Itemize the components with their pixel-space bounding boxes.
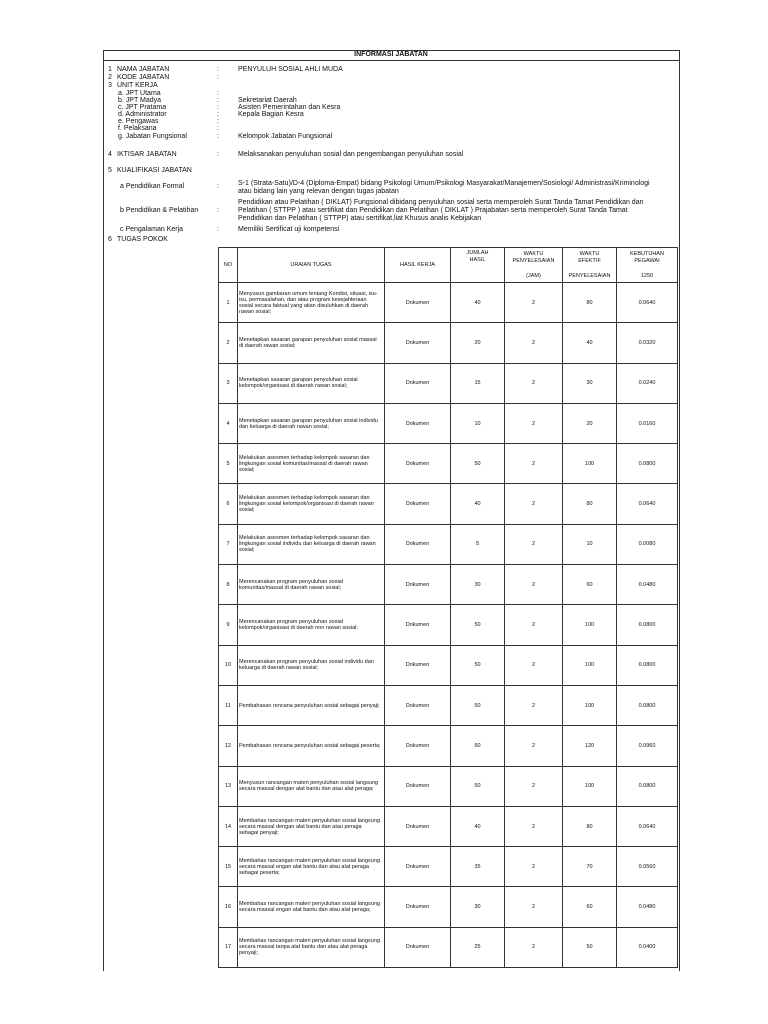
cell-waktu: 2 [505,927,563,967]
cell-uraian: Merencanakan program penyuluhan sosial individu dan keluarga di daerah rawan sosial; [238,645,385,685]
cell-efektif: 60 [563,887,617,927]
cell-uraian: Menetapkan sasaran garapan penyuluhan sosial massal di daerah rawan sosial; [238,323,385,363]
cell-jumlah: 40 [451,484,505,524]
cell-hasil: Dokumen [385,887,451,927]
field-label-pengalaman-kerja: c Pengalaman Kerja [120,226,184,233]
colon: : [217,104,219,111]
cell-kebutuhan: 0.0480 [617,887,678,927]
cell-jumlah: 40 [451,283,505,323]
unit-item-label: f. Pelaksana [118,125,157,132]
field-number: 4 [108,151,112,158]
cell-kebutuhan: 0.0800 [617,685,678,725]
cell-hasil: Dokumen [385,403,451,443]
colon: : [217,90,219,97]
cell-uraian: Membahas rancangan materi penyuluhan sosial langsung secara massal engan alat bantu dan atau alat peraga; [238,887,385,927]
field-label-unit-kerja: UNIT KERJA [117,82,158,89]
cell-jumlah: 60 [451,726,505,766]
field-label-tugas-pokok: TUGAS POKOK [117,236,168,243]
field-value-nama-jabatan: PENYULUH SOSIAL AHLI MUDA [238,66,343,73]
cell-waktu: 2 [505,524,563,564]
cell-kebutuhan: 0.0800 [617,766,678,806]
header-line: HASIL [469,257,486,263]
cell-uraian: Melakukan asesmen terhadap kelompok sasaran dan lingkungan sosial kelompok/organisasi di daerah rawan sosial; [238,484,385,524]
cell-no: 11 [219,685,238,725]
field-number: 6 [108,236,112,243]
table-row [219,444,678,484]
cell-no: 13 [219,766,238,806]
cell-waktu: 2 [505,887,563,927]
cell-jumlah: 50 [451,685,505,725]
cell-hasil: Dokumen [385,323,451,363]
unit-item-label: b. JPT Madya [118,97,162,104]
cell-waktu: 2 [505,645,563,685]
cell-jumlah: 25 [451,927,505,967]
field-label-pendidikan-pelatihan: b Pendidikan & Pelatihan [120,207,199,214]
cell-waktu: 2 [505,444,563,484]
table-row [219,323,678,363]
cell-waktu: 2 [505,726,563,766]
table-header-row [219,248,678,283]
unit-item-value: Sekretariat Daerah [238,97,297,104]
field-number: 5 [108,167,112,174]
table-row [219,726,678,766]
unit-item-label: a. JPT Utama [118,90,161,97]
table-row [219,283,678,323]
cell-efektif: 80 [563,283,617,323]
table-row [219,484,678,524]
field-number: 2 [108,74,112,81]
cell-uraian: Pembahasan rencana penyuluhan sosial sebagai peserta; [238,726,385,766]
cell-hasil: Dokumen [385,283,451,323]
colon: : [217,151,219,158]
cell-waktu: 2 [505,484,563,524]
header-line: PENYELESAIAN [568,272,611,279]
table-row [219,806,678,846]
tasks-table [218,247,678,968]
header-line: KEBUTUHAN [630,250,664,257]
field-label-iktisar-jabatan: IKTISAR JABATAN [117,151,177,158]
cell-kebutuhan: 0.0080 [617,524,678,564]
table-row [219,927,678,967]
cell-jumlah: 50 [451,444,505,484]
cell-jumlah: 50 [451,605,505,645]
cell-no: 7 [219,524,238,564]
cell-waktu: 2 [505,685,563,725]
unit-item-label: e. Pengawas [118,118,159,125]
cell-jumlah: 30 [451,887,505,927]
cell-waktu: 2 [505,605,563,645]
table-row [219,403,678,443]
cell-uraian: Membahas rancangan materi penyuluhan sosial langsung secara massal tanpa alat bantu dan atau alat peraga penyaji; [238,927,385,967]
cell-efektif: 20 [563,403,617,443]
cell-efektif: 120 [563,726,617,766]
unit-item-value: Kelompok Jabatan Fungsional [238,133,333,140]
header-uraian-tugas: URAIAN TUGAS [238,248,385,283]
cell-jumlah: 20 [451,323,505,363]
colon: : [217,133,219,140]
cell-hasil: Dokumen [385,806,451,846]
header-line: JUMLAH [466,250,489,256]
cell-hasil: Dokumen [385,444,451,484]
cell-hasil: Dokumen [385,847,451,887]
cell-kebutuhan: 0.0800 [617,645,678,685]
header-no: NO [219,248,238,283]
cell-no: 2 [219,323,238,363]
cell-kebutuhan: 0.0480 [617,565,678,605]
cell-efektif: 100 [563,645,617,685]
cell-efektif: 100 [563,766,617,806]
cell-no: 8 [219,565,238,605]
cell-waktu: 2 [505,806,563,846]
cell-uraian: Menyusun rancangan materi penyuluhan sosial langsung secara massal dengan alat bantu dan atau alat peraga; [238,766,385,806]
cell-hasil: Dokumen [385,685,451,725]
field-label-kode-jabatan: KODE JABATAN [117,74,170,81]
table-row [219,363,678,403]
header-waktu-penyelesaian [505,248,563,283]
table-row [219,887,678,927]
cell-uraian: Merencanakan program penyuluhan sosial kelompok/organisasi di daerah non rawan sosial; [238,605,385,645]
cell-no: 4 [219,403,238,443]
header-waktu-efektif [563,248,617,283]
colon: : [217,66,219,73]
cell-efektif: 100 [563,444,617,484]
cell-jumlah: 35 [451,847,505,887]
cell-hasil: Dokumen [385,726,451,766]
cell-jumlah: 15 [451,363,505,403]
cell-waktu: 2 [505,363,563,403]
cell-no: 15 [219,847,238,887]
cell-no: 12 [219,726,238,766]
page-title: INFORMASI JABATAN [103,50,679,61]
cell-kebutuhan: 0.0320 [617,323,678,363]
cell-efektif: 100 [563,685,617,725]
field-label-kualifikasi-jabatan: KUALIFIKASI JABATAN [117,167,192,174]
cell-uraian: Pembahasan rencana penyuluhan sosial sebagai penyaji; [238,685,385,725]
table-row [219,766,678,806]
cell-jumlah: 10 [451,403,505,443]
header-jumlah-hasil [451,248,505,283]
cell-efektif: 100 [563,605,617,645]
unit-item-value: Asisten Pemerintahan dan Kesra [238,104,341,111]
colon: : [217,226,219,233]
cell-waktu: 2 [505,766,563,806]
cell-waktu: 2 [505,283,563,323]
cell-no: 9 [219,605,238,645]
cell-no: 6 [219,484,238,524]
cell-kebutuhan: 0.0640 [617,484,678,524]
table-row [219,524,678,564]
cell-uraian: Melakukan asesmen terhadap kelompok sasaran dan lingkungan sosial individu dan keluarga di daerah rawan sosial; [238,524,385,564]
cell-waktu: 2 [505,323,563,363]
field-value-iktisar-jabatan: Melaksanakan penyuluhan sosial dan pengembangan penyuluhan sosial [238,151,464,158]
colon: : [217,111,219,118]
cell-jumlah: 50 [451,766,505,806]
cell-jumlah: 50 [451,645,505,685]
cell-no: 3 [219,363,238,403]
cell-jumlah: 40 [451,806,505,846]
cell-efektif: 30 [563,363,617,403]
cell-hasil: Dokumen [385,605,451,645]
field-label-nama-jabatan: NAMA JABATAN [117,66,170,73]
header-hasil-kerja: HASIL KERJA [385,248,451,283]
cell-efektif: 70 [563,847,617,887]
unit-item-label: g. Jabatan Fungsional [118,133,187,140]
header-line: WAKTU [523,250,544,257]
cell-kebutuhan: 0.0800 [617,605,678,645]
cell-hasil: Dokumen [385,484,451,524]
cell-no: 16 [219,887,238,927]
cell-jumlah: 5 [451,524,505,564]
cell-kebutuhan: 0.0400 [617,927,678,967]
cell-no: 17 [219,927,238,967]
field-label-pendidikan-formal: a Pendidikan Formal [120,183,185,190]
cell-hasil: Dokumen [385,766,451,806]
cell-kebutuhan: 0.0640 [617,283,678,323]
cell-waktu: 2 [505,565,563,605]
colon: : [217,118,219,125]
cell-uraian: Merencanakan program penyuluhan sosial komunitas/massal di daerah rawan sosial; [238,565,385,605]
cell-kebutuhan: 0.0560 [617,847,678,887]
unit-item-label: d. Administrator [118,111,167,118]
header-line: PEGAWAI [634,257,660,264]
cell-no: 5 [219,444,238,484]
cell-no: 1 [219,283,238,323]
unit-item-label: c. JPT Pratama [118,104,167,111]
cell-kebutuhan: 0.0800 [617,444,678,484]
cell-kebutuhan: 0.0240 [617,363,678,403]
colon: : [217,183,219,190]
field-value-pendidikan-formal: S-1 (Strata-Satu)/D-4 (Diploma-Empat) bidang Psikologi Umum/Psikologi Masyarakat/Manajemen/Sosiologi/ Administrasi/Kriminologi atau bidang lain yang relevan dengan tugas jabatan [238,180,650,195]
cell-uraian: Menetapkan sasaran garapan penyuluhan sosial kelompok/organisasi di daerah rawan sosial; [238,363,385,403]
header-line: 1250 [640,272,654,279]
cell-uraian: Menetapkan sasaran garapan penyuluhan sosial individu dan keluarga di daerah rawan sosial; [238,403,385,443]
cell-efektif: 50 [563,927,617,967]
table-row [219,605,678,645]
table-row [219,645,678,685]
cell-waktu: 2 [505,847,563,887]
cell-hasil: Dokumen [385,645,451,685]
cell-efektif: 80 [563,484,617,524]
cell-no: 14 [219,806,238,846]
cell-uraian: Membahas rancangan materi penyuluhan sosial langsung secara massal engan alat bantu dan atau alat peraga sebagai peserta; [238,847,385,887]
cell-uraian: Menyusun gambaran umum tentang Kondisi, situasi, isu-isu, permasalahan, dan atau program kesejahteraan sosial secara faktual yang akan disuluhkan di daerah rawan sosial; [238,283,385,323]
cell-kebutuhan: 0.0960 [617,726,678,766]
table-row [219,685,678,725]
colon: : [217,97,219,104]
cell-waktu: 2 [505,403,563,443]
cell-hasil: Dokumen [385,363,451,403]
colon: : [217,74,219,81]
cell-efektif: 10 [563,524,617,564]
header-line: (JAM) [526,272,541,279]
header-line: EFEKTIF [578,257,601,264]
field-value-pengalaman-kerja: Memiliki Sertificat uji kompetensi [238,226,340,233]
header-line: PENYELESAIAN [512,257,555,264]
header-line: WAKTU [579,250,600,257]
cell-uraian: Melakukan asesmen terhadap kelompok sasaran dan lingkungan sosial komunitas/massal di daerah rawan sosial; [238,444,385,484]
cell-efektif: 80 [563,806,617,846]
field-number: 1 [108,66,112,73]
cell-efektif: 60 [563,565,617,605]
cell-efektif: 40 [563,323,617,363]
table-row [219,565,678,605]
field-value-pendidikan-pelatihan: Pendidikan atau Pelatihan ( DIKLAT) Fungsional dibidang penyuluhan sosial serta memperoleh Surat Tanda Tamat Pendidikan dan Pelatihan ( STTPP ) atau sertifikat dan Pendidikan dan Pelatihan ( DIKLAT ) Prajabatan serta memperoleh Surat Tanda Tamat Pendidikan dan Pelatihan ( STTPP) atau sertifikat,liat Khusus analis Kebijakan [238,199,644,222]
colon: : [217,125,219,132]
cell-hasil: Dokumen [385,565,451,605]
cell-uraian: Membahas rancangan materi penyuluhan sosial langsung secara massal dengan alat bantu dan atau peraga sebagai penyaji; [238,806,385,846]
cell-kebutuhan: 0.0640 [617,806,678,846]
field-number: 3 [108,82,112,89]
table-row [219,847,678,887]
header-kebutuhan-pegawai [617,248,678,283]
unit-item-value: Kepala Bagian Kesra [238,111,304,118]
cell-hasil: Dokumen [385,927,451,967]
colon: : [217,207,219,214]
cell-jumlah: 30 [451,565,505,605]
cell-no: 10 [219,645,238,685]
cell-kebutuhan: 0.0160 [617,403,678,443]
cell-hasil: Dokumen [385,524,451,564]
